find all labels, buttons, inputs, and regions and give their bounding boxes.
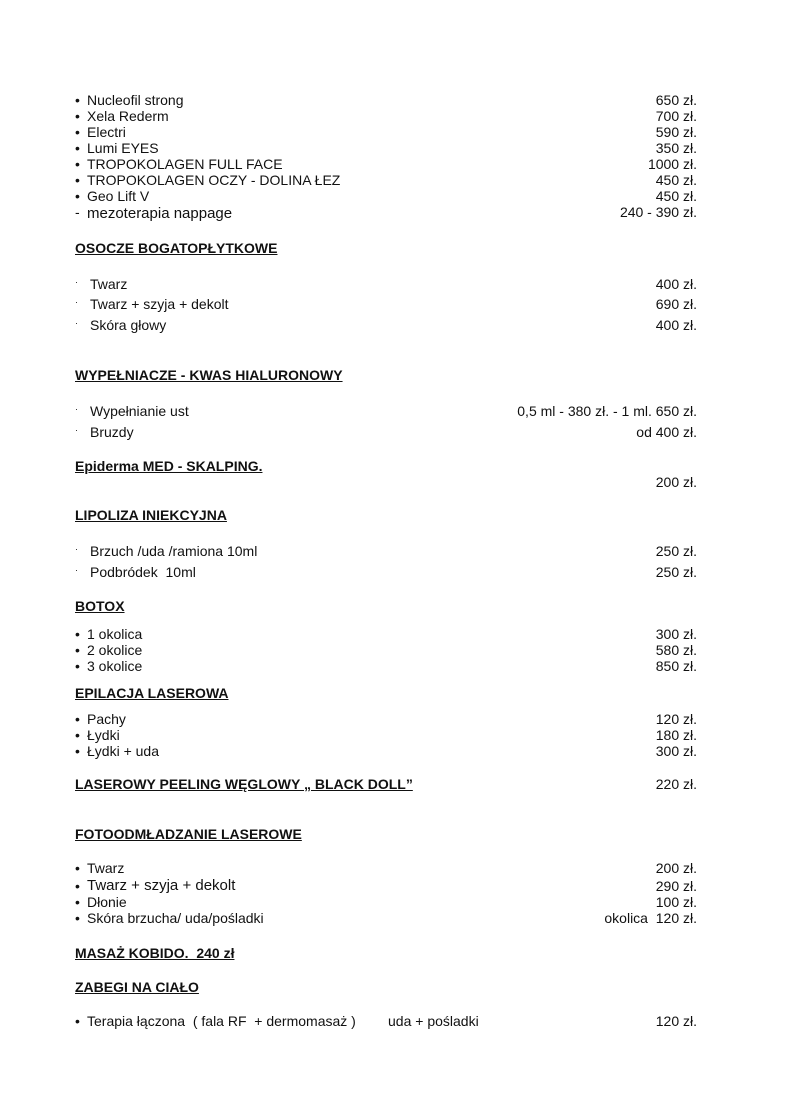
treatment-name: Electri — [87, 124, 126, 140]
treatment-price: 350 zł. — [655, 140, 697, 156]
bullet: • — [75, 878, 80, 894]
price-row — [75, 474, 697, 490]
price-row — [75, 140, 697, 156]
treatment-price: 850 zł. — [655, 658, 697, 674]
bullet: · — [75, 277, 78, 287]
section-heading: MASAŻ KOBIDO. 240 zł — [75, 945, 235, 961]
treatment-name: Podbródek 10ml — [90, 564, 196, 580]
treatment-price: 300 zł. — [655, 743, 697, 759]
treatment-name: Łydki — [87, 727, 120, 743]
treatment-price: 400 zł. — [655, 317, 697, 333]
bullet: • — [75, 910, 80, 926]
treatment-price: 180 zł. — [655, 727, 697, 743]
treatment-name: TROPOKOLAGEN OCZY - DOLINA ŁEZ — [87, 172, 341, 188]
treatment-price: 590 zł. — [655, 124, 697, 140]
treatment-name: Twarz — [90, 276, 128, 292]
treatment-name: Twarz — [87, 860, 125, 876]
bullet: • — [75, 642, 80, 658]
price-row — [75, 878, 697, 894]
price-row — [75, 1013, 697, 1029]
price-row — [75, 543, 697, 559]
price-row — [75, 776, 697, 792]
bullet: • — [75, 860, 80, 876]
treatment-name: Pachy — [87, 711, 126, 727]
price-row — [75, 188, 697, 204]
bullet: • — [75, 156, 80, 172]
treatment-name: 1 okolica — [87, 626, 143, 642]
section-heading: OSOCZE BOGATOPŁYTKOWE — [75, 240, 278, 256]
section-heading: FOTOODMŁADZANIE LASEROWE — [75, 826, 302, 842]
price-row — [75, 204, 697, 220]
treatment-price: 700 zł. — [655, 108, 697, 124]
section-heading: EPILACJA LASEROWA — [75, 685, 229, 701]
section-heading: Epiderma MED - SKALPING. — [75, 458, 263, 474]
treatment-name: mezoterapia nappage — [87, 205, 233, 222]
section-heading: ZABEGI NA CIAŁO — [75, 979, 199, 995]
treatment-name: Lumi EYES — [87, 140, 159, 156]
price-row — [75, 860, 697, 876]
bullet: • — [75, 711, 80, 727]
treatment-price: 400 zł. — [655, 276, 697, 292]
bullet: · — [75, 404, 78, 414]
price-row — [75, 124, 697, 140]
treatment-name: Nucleofil strong — [87, 92, 184, 108]
treatment-price: 290 zł. — [655, 878, 697, 894]
price-row — [75, 894, 697, 910]
treatment-name: Skóra głowy — [90, 317, 167, 333]
treatment-price: 450 zł. — [655, 188, 697, 204]
treatment-price: 1000 zł. — [647, 156, 697, 172]
treatment-price: 100 zł. — [655, 894, 697, 910]
treatment-price: 690 zł. — [655, 296, 697, 312]
bullet: • — [75, 743, 80, 759]
price-row — [75, 711, 697, 727]
bullet: · — [75, 425, 78, 435]
treatment-name: Twarz + szyja + dekolt — [87, 877, 236, 894]
price-row — [75, 743, 697, 759]
price-row — [75, 156, 697, 172]
price-row — [75, 108, 697, 124]
treatment-name: Wypełnianie ust — [90, 403, 189, 419]
treatment-price: 250 zł. — [655, 564, 697, 580]
price-row — [75, 658, 697, 674]
treatment-price: 220 zł. — [655, 776, 697, 792]
bullet: • — [75, 172, 80, 188]
section-heading: LIPOLIZA INIEKCYJNA — [75, 507, 227, 523]
bullet: · — [75, 297, 78, 307]
bullet: • — [75, 1013, 80, 1029]
treatment-name: Dłonie — [87, 894, 127, 910]
price-row — [75, 296, 697, 312]
price-row — [75, 642, 697, 658]
treatment-name: Xela Rederm — [87, 108, 169, 124]
treatment-name: Łydki + uda — [87, 743, 159, 759]
bullet: • — [75, 727, 80, 743]
price-row — [75, 626, 697, 642]
treatment-price: 250 zł. — [655, 543, 697, 559]
price-row — [75, 317, 697, 333]
treatment-name: TROPOKOLAGEN FULL FACE — [87, 156, 283, 172]
section-heading: WYPEŁNIACZE - KWAS HIALURONOWY — [75, 367, 343, 383]
treatment-name: 3 okolice — [87, 658, 143, 674]
treatment-area: uda + pośladki — [388, 1013, 479, 1029]
bullet: - — [75, 204, 80, 220]
bullet: · — [75, 565, 78, 575]
price-row — [75, 276, 697, 292]
price-row — [75, 172, 697, 188]
bullet: • — [75, 124, 80, 140]
price-row — [75, 424, 697, 440]
treatment-price: 120 zł. — [655, 711, 697, 727]
price-row — [75, 92, 697, 108]
bullet: • — [75, 658, 80, 674]
treatment-price: okolica 120 zł. — [604, 910, 697, 926]
bullet: · — [75, 544, 78, 554]
treatment-price: 240 - 390 zł. — [619, 204, 697, 220]
bullet: · — [75, 318, 78, 328]
treatment-name: Brzuch /uda /ramiona 10ml — [90, 543, 258, 559]
treatment-price: od 400 zł. — [636, 424, 697, 440]
treatment-name: Twarz + szyja + dekolt — [90, 296, 229, 312]
treatment-price: 200 zł. — [655, 860, 697, 876]
bullet: • — [75, 894, 80, 910]
price-row — [75, 727, 697, 743]
treatment-name: Terapia łączona ( fala RF + dermomasaż ) — [87, 1013, 356, 1029]
price-row — [75, 564, 697, 580]
price-row — [75, 910, 697, 926]
treatment-name: Geo Lift V — [87, 188, 150, 204]
treatment-price: 120 zł. — [655, 1013, 697, 1029]
treatment-name: Skóra brzucha/ uda/pośladki — [87, 910, 264, 926]
bullet: • — [75, 188, 80, 204]
treatment-price: 300 zł. — [655, 626, 697, 642]
treatment-name: Bruzdy — [90, 424, 134, 440]
section-heading: LASEROWY PEELING WĘGLOWY „ BLACK DOLL” — [75, 776, 413, 792]
bullet: • — [75, 92, 80, 108]
bullet: • — [75, 140, 80, 156]
section-heading: BOTOX — [75, 598, 125, 614]
treatment-price: 650 zł. — [655, 92, 697, 108]
treatment-name: 2 okolice — [87, 642, 143, 658]
treatment-price: 200 zł. — [655, 474, 697, 490]
treatment-price: 580 zł. — [655, 642, 697, 658]
treatment-price: 450 zł. — [655, 172, 697, 188]
price-row — [75, 403, 697, 419]
bullet: • — [75, 626, 80, 642]
bullet: • — [75, 108, 80, 124]
treatment-price: 0,5 ml - 380 zł. - 1 ml. 650 zł. — [517, 403, 697, 419]
